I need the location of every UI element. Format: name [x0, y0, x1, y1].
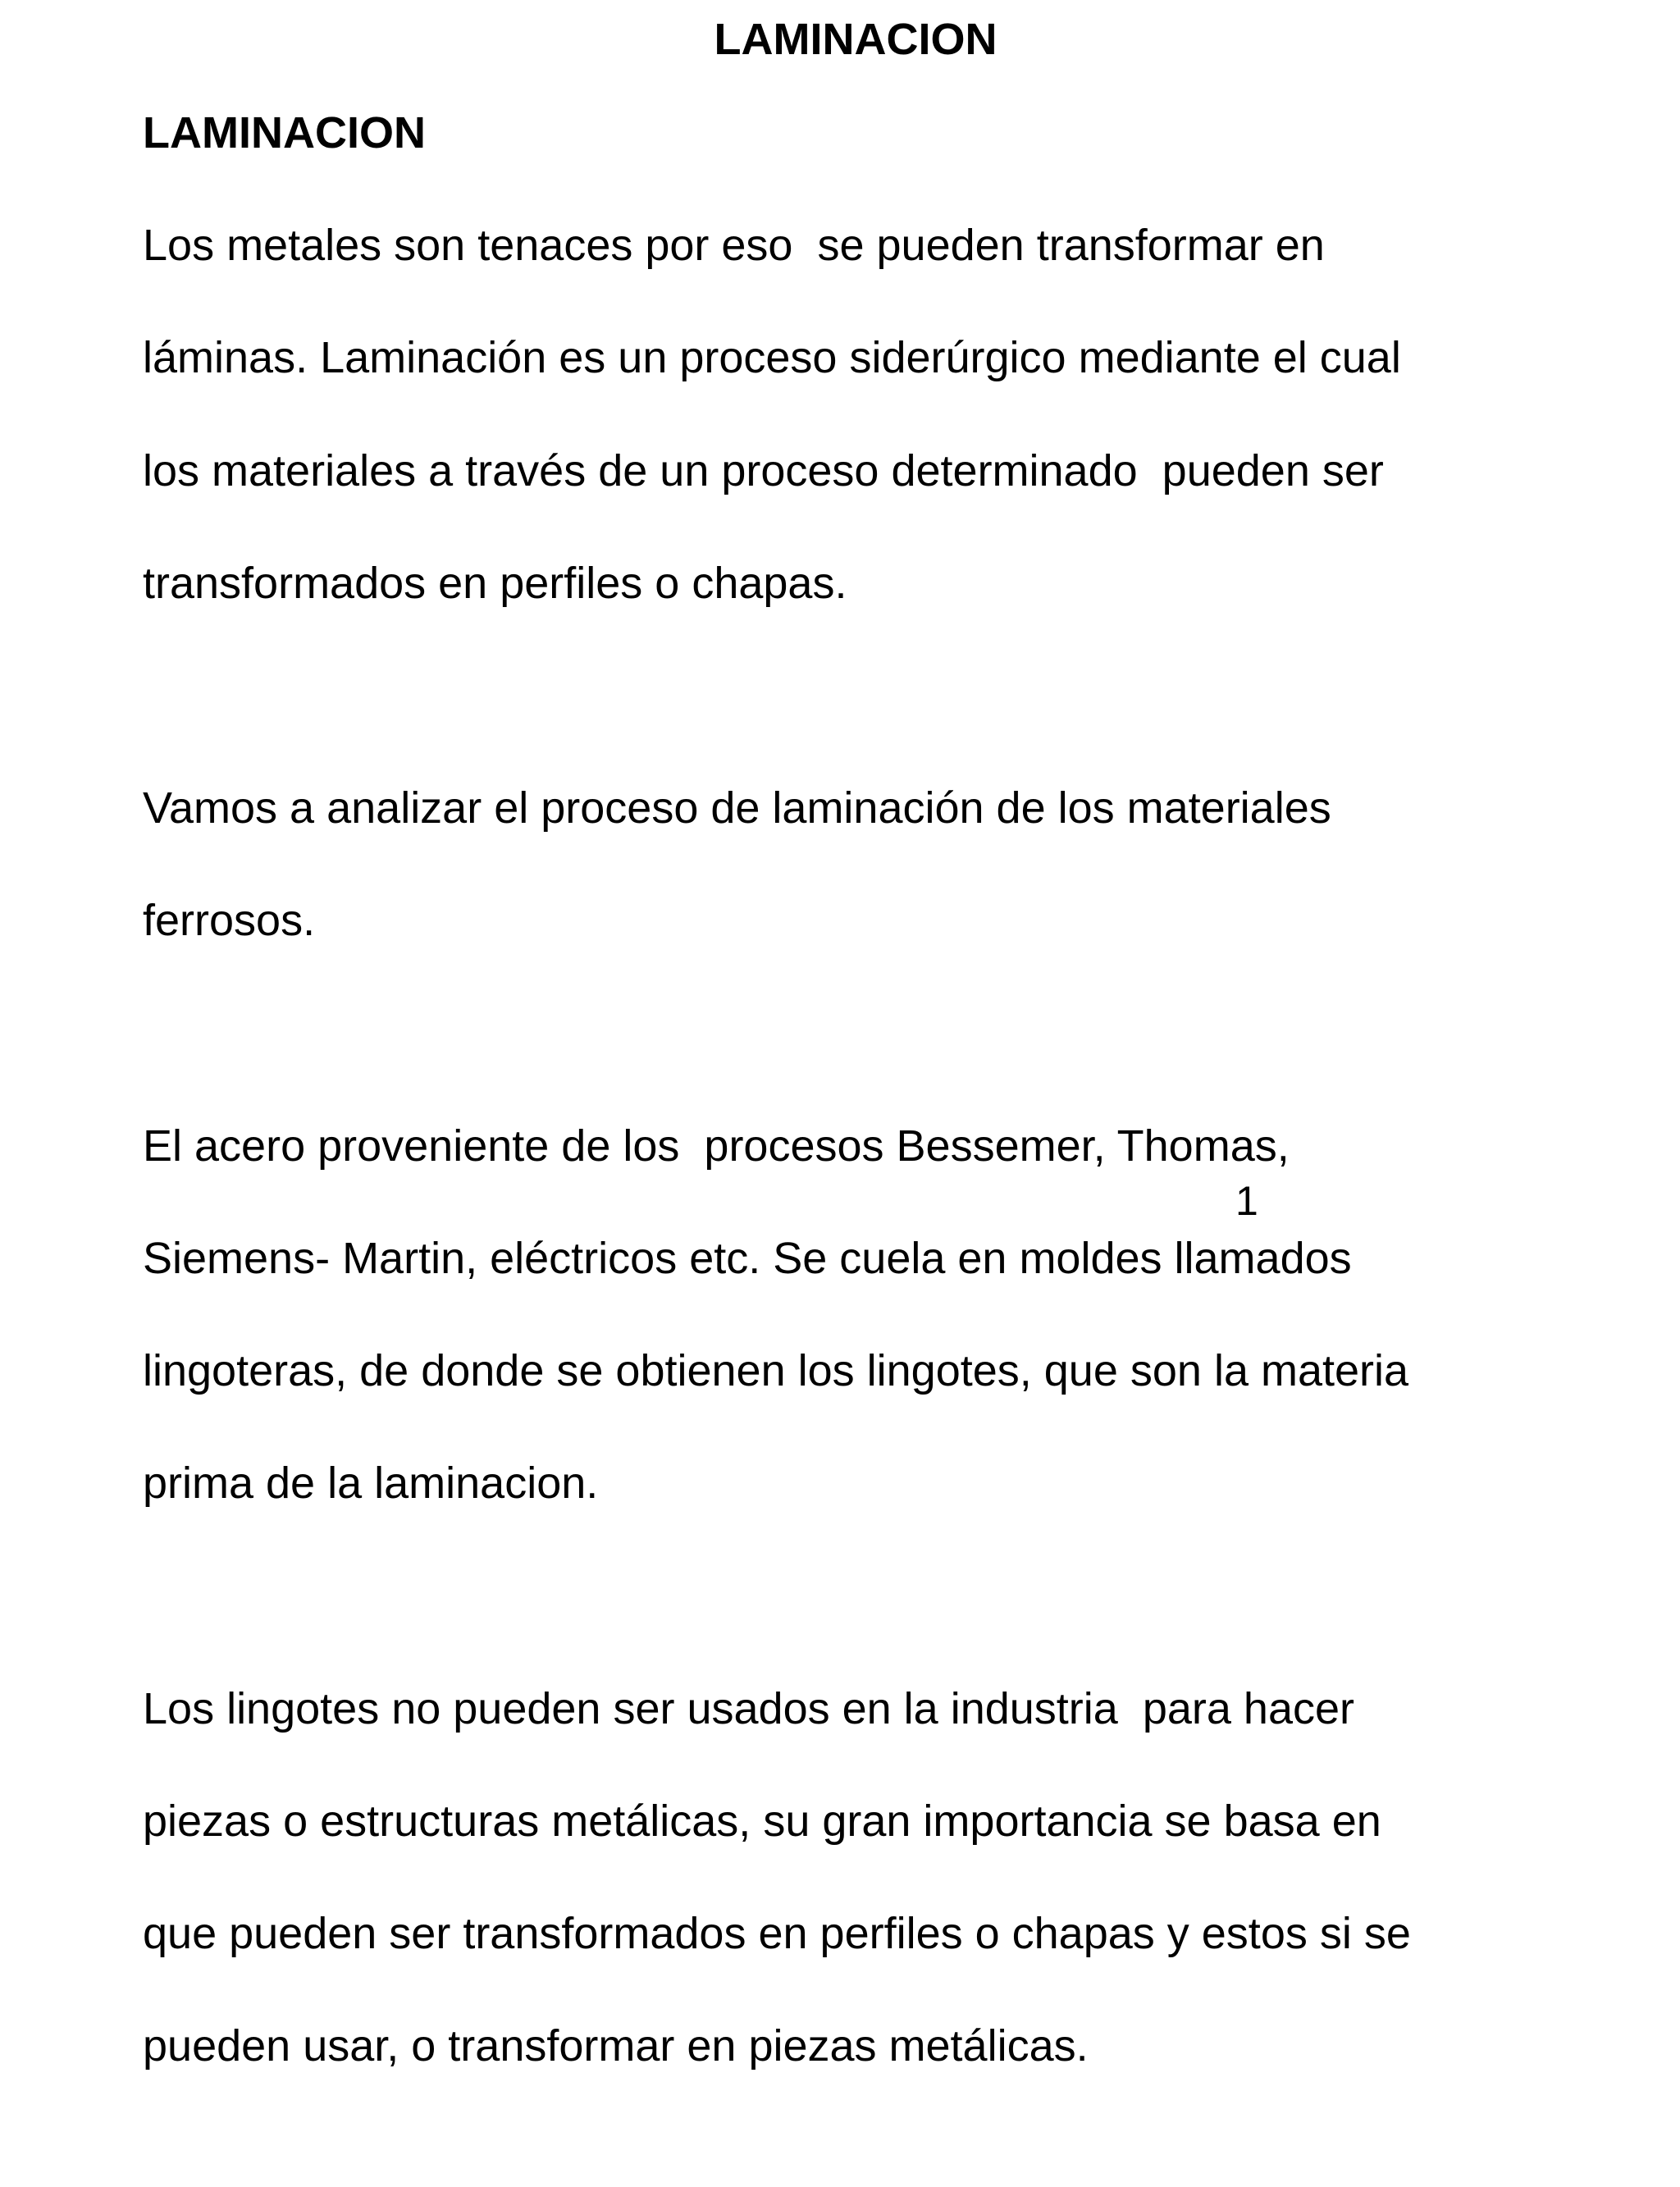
paragraph-line: láminas. Laminación es un proceso siderúrgico mediante el cual: [143, 333, 1401, 383]
paragraph-line: ferrosos.: [143, 896, 316, 946]
paragraph-3: [143, 1062, 1669, 1568]
paragraph-line: Siemens- Martin, eléctricos etc. Se cuela en moldes llamados: [143, 1233, 1352, 1283]
paragraph-4: [143, 1624, 1669, 2130]
paragraph-line: que pueden ser transformados en perfiles o chapas y estos si se: [143, 1909, 1411, 1958]
paragraph-line: lingoteras, de donde se obtienen los lingotes, que son la materia: [143, 1346, 1409, 1396]
paragraph-line: Los metales son tenaces por eso se pueden transformar en: [143, 221, 1325, 271]
paragraph-1: [143, 162, 1669, 668]
paragraph-line: los materiales a través de un proceso determinado pueden ser: [143, 445, 1384, 495]
page-title: LAMINACION: [714, 15, 998, 64]
paragraph-line: pueden usar, o transformar en piezas metálicas.: [143, 2021, 1089, 2071]
paragraph-line: transformados en perfiles o chapas.: [143, 558, 847, 608]
paragraph-line: Los lingotes no pueden ser usados en la industria para hacer: [143, 1683, 1354, 1733]
paragraph-line: piezas o estructuras metálicas, su gran importancia se basa en: [143, 1796, 1381, 1846]
page-number: 1: [1235, 1178, 1258, 1224]
paragraph-line: Vamos a analizar el proceso de laminación de los materiales: [143, 783, 1331, 833]
paragraph-line: prima de la laminacion.: [143, 1459, 599, 1509]
paragraph-2: [143, 724, 1669, 1006]
section-heading: LAMINACION: [143, 108, 426, 158]
paragraph-line: El acero proveniente de los procesos Bessemer, Thomas,: [143, 1121, 1290, 1171]
document-body: [143, 105, 1669, 2187]
